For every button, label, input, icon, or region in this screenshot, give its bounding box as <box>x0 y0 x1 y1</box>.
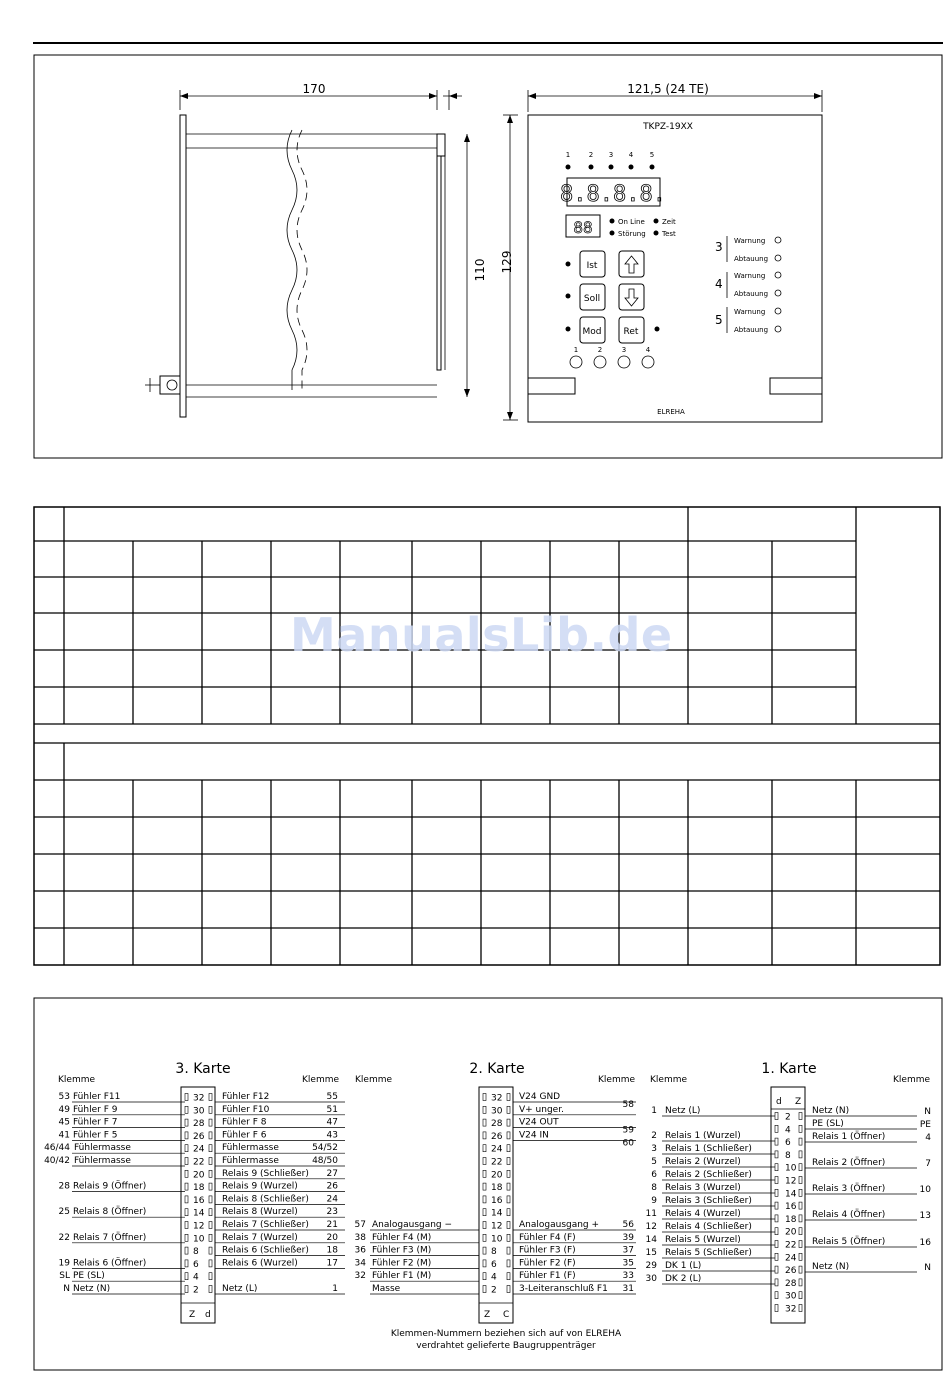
svg-text:8.8.8.8.: 8.8.8.8. <box>560 182 666 207</box>
wire-label: Relais 7 (Öffner) <box>73 1232 147 1243</box>
klemme-number: 53 <box>58 1092 70 1102</box>
ist-button-label: Ist <box>586 261 598 271</box>
card-3-title: 3. Karte <box>175 1061 231 1077</box>
klemme-number: 28 <box>58 1181 70 1192</box>
wire-label: Relais 2 (Öffner) <box>812 1158 886 1168</box>
wire-label: Relais 9 (Wurzel) <box>222 1181 298 1192</box>
pin-number: 10 <box>785 1163 797 1174</box>
wire-label: Relais 9 (Schließer) <box>222 1168 309 1179</box>
wire-label: Relais 5 (Öffner) <box>812 1237 886 1247</box>
card-2-title: 2. Karte <box>469 1061 525 1077</box>
wire-label: Relais 3 (Wurzel) <box>665 1183 741 1193</box>
wire-label: V24 IN <box>519 1130 549 1141</box>
wire-label: Masse <box>372 1284 401 1294</box>
wire-label: Relais 7 (Wurzel) <box>222 1232 298 1243</box>
wire-label: Relais 6 (Wurzel) <box>222 1258 298 1269</box>
klemme-number: 56 <box>622 1220 634 1230</box>
klemme-number: 1 <box>651 1106 657 1116</box>
klemme-number: PE <box>919 1120 931 1130</box>
klemme-number: 7 <box>925 1159 931 1169</box>
pin-number: 6 <box>785 1138 791 1149</box>
wire-label: Fühler F 8 <box>222 1117 267 1128</box>
wire-label: Netz (N) <box>812 1262 850 1272</box>
wire-label: Relais 8 (Schließer) <box>222 1194 309 1205</box>
klemme-number: 40/42 <box>44 1156 70 1166</box>
pin-number: 4 <box>193 1272 199 1283</box>
wire-label: Relais 5 (Schließer) <box>665 1248 752 1258</box>
wire-label: Fühlermasse <box>74 1143 131 1154</box>
klemme-number: 59 <box>622 1125 634 1136</box>
klemme-number: 46/44 <box>44 1143 70 1154</box>
pin-number: 30 <box>193 1106 205 1117</box>
klemme-number: 8 <box>651 1183 657 1193</box>
side-group-number: 3 <box>715 240 723 254</box>
pin-number: 12 <box>193 1221 205 1232</box>
klemme-number: 23 <box>326 1207 338 1218</box>
wiring-note-1: Klemmen-Nummern beziehen sich auf von ELREHA <box>390 1329 622 1339</box>
bottom-led-num-3: 3 <box>621 346 627 354</box>
led-num-4: 4 <box>628 151 634 159</box>
klemme-number: N <box>63 1284 70 1294</box>
wire-label: DK 1 (L) <box>665 1261 702 1271</box>
pin-number: 26 <box>785 1266 797 1277</box>
pin-number: 18 <box>785 1214 797 1225</box>
pin-number: 14 <box>785 1189 797 1200</box>
klemme-number: 37 <box>622 1245 634 1256</box>
klemme-number: 55 <box>326 1092 338 1102</box>
wire-label: V+ unger. <box>519 1104 564 1115</box>
klemme-number: 14 <box>645 1235 657 1245</box>
wire-label: Relais 1 (Öffner) <box>812 1132 886 1142</box>
klemme-number: 19 <box>58 1258 70 1269</box>
wire-label: Relais 7 (Schließer) <box>222 1220 309 1230</box>
klemme-number: 60 <box>622 1138 634 1149</box>
pin-number: 6 <box>491 1259 497 1270</box>
klemme-label: Klemme <box>598 1075 636 1085</box>
pin-number: 18 <box>193 1183 205 1194</box>
wire-label: Netz (N) <box>812 1106 850 1116</box>
led-num-5: 5 <box>649 151 655 159</box>
klemme-number: 39 <box>622 1232 634 1243</box>
klemme-number: 48/50 <box>312 1156 338 1166</box>
klemme-number: 16 <box>919 1238 931 1248</box>
wire-label: V24 OUT <box>519 1117 559 1128</box>
ret-button-label: Ret <box>623 327 639 337</box>
klemme-number: 26 <box>326 1181 338 1192</box>
wire-label: Fühler F 9 <box>73 1104 118 1115</box>
klemme-label: Klemme <box>302 1075 340 1085</box>
empty-table-grid <box>34 507 940 965</box>
wire-label: PE (SL) <box>812 1119 844 1129</box>
wire-label: Fühler F2 (F) <box>519 1258 576 1269</box>
pin-number: 12 <box>491 1221 503 1232</box>
klemme-label: Klemme <box>58 1075 96 1085</box>
klemme-number: 31 <box>622 1284 634 1294</box>
wire-label: Analogausgang − <box>372 1220 453 1230</box>
klemme-number: 58 <box>622 1100 634 1110</box>
pin-number: 20 <box>491 1170 503 1181</box>
wire-label: PE (SL) <box>73 1271 105 1282</box>
klemme-number: 2 <box>651 1131 657 1141</box>
pin-number: 16 <box>785 1202 797 1213</box>
wire-label: 3-Leiteranschluß F1 <box>519 1284 608 1294</box>
klemme-number: 35 <box>622 1258 634 1269</box>
klemme-number: 5 <box>651 1157 657 1167</box>
klemme-number: 57 <box>354 1220 366 1230</box>
pin-number: 24 <box>785 1253 797 1264</box>
card-2-footer-c: C <box>503 1310 510 1320</box>
klemme-number: 10 <box>919 1185 931 1195</box>
wire-label: Fühler F10 <box>222 1104 270 1115</box>
wire-label: Relais 1 (Schließer) <box>665 1144 752 1154</box>
watermark: ManualsLib.de <box>290 608 673 662</box>
pin-number: 22 <box>193 1157 205 1168</box>
pin-number: 28 <box>491 1119 503 1130</box>
pin-number: 8 <box>491 1247 497 1258</box>
pin-number: 32 <box>491 1093 503 1104</box>
klemme-number: 32 <box>354 1271 366 1282</box>
wire-label: Relais 8 (Wurzel) <box>222 1207 298 1218</box>
klemme-number: 17 <box>326 1258 338 1269</box>
klemme-number: 33 <box>622 1271 634 1282</box>
wire-label: Fühlermasse <box>222 1143 279 1154</box>
klemme-number: 21 <box>326 1220 338 1230</box>
pin-number: 14 <box>193 1208 205 1219</box>
wire-label: Relais 2 (Wurzel) <box>665 1157 741 1167</box>
wire-label: Relais 5 (Wurzel) <box>665 1235 741 1245</box>
wire-label: Fühler F 7 <box>73 1117 118 1128</box>
pin-number: 26 <box>491 1131 503 1142</box>
wire-label: Fühler F4 (F) <box>519 1232 576 1243</box>
pin-number: 16 <box>491 1195 503 1206</box>
pin-number: 10 <box>193 1234 205 1245</box>
side-group-line: Warnung <box>734 237 766 245</box>
wire-label: Fühlermasse <box>74 1156 131 1166</box>
klemme-number: 3 <box>651 1144 657 1154</box>
klemme-number: 9 <box>651 1196 657 1206</box>
pin-number: 30 <box>785 1291 797 1302</box>
status-online: On Line <box>618 218 645 226</box>
klemme-number: 54/52 <box>312 1143 338 1154</box>
pin-number: 2 <box>785 1112 791 1123</box>
pin-number: 6 <box>193 1259 199 1270</box>
side-group-number: 5 <box>715 313 723 327</box>
wire-label: Fühler F12 <box>222 1092 270 1102</box>
wire-label: Fühlermasse <box>222 1156 279 1166</box>
wire-label: Fühler F3 (M) <box>372 1245 432 1256</box>
wire-label: Relais 1 (Wurzel) <box>665 1131 741 1141</box>
wire-label: Netz (N) <box>73 1284 111 1294</box>
pin-number: 4 <box>491 1272 497 1283</box>
card-1-title: 1. Karte <box>761 1061 817 1077</box>
klemme-label: Klemme <box>650 1075 688 1085</box>
wire-label: Fühler F1 (F) <box>519 1271 576 1282</box>
pin-number: 22 <box>491 1157 503 1168</box>
klemme-number: 1 <box>332 1284 338 1294</box>
wire-label: Fühler F3 (F) <box>519 1245 576 1256</box>
card-2-footer-z: Z <box>484 1310 491 1320</box>
pin-number: 24 <box>491 1144 503 1155</box>
pin-number: 22 <box>785 1240 797 1251</box>
klemme-number: 18 <box>326 1245 338 1256</box>
side-group-line: Abtauung <box>734 255 769 263</box>
klemme-number: SL <box>59 1271 70 1282</box>
klemme-number: 47 <box>326 1117 338 1128</box>
wire-label: Fühler F1 (M) <box>372 1271 432 1282</box>
klemme-label: Klemme <box>893 1075 931 1085</box>
wire-label: Relais 4 (Schließer) <box>665 1222 752 1232</box>
pin-number: 2 <box>193 1285 199 1296</box>
pin-number: 28 <box>193 1119 205 1130</box>
wire-label: Relais 4 (Öffner) <box>812 1210 886 1220</box>
klemme-number: N <box>924 1263 931 1273</box>
status-zeit: Zeit <box>662 218 676 226</box>
klemme-number: 27 <box>326 1168 338 1179</box>
wire-label: V24 GND <box>519 1092 561 1102</box>
status-stoerung: Störung <box>618 230 646 238</box>
side-group-number: 4 <box>715 277 723 291</box>
card-1-header-z: Z <box>795 1097 802 1107</box>
klemme-number: 15 <box>645 1248 657 1258</box>
wire-label: Analogausgang + <box>519 1220 600 1230</box>
bottom-led-num-1: 1 <box>573 346 579 354</box>
svg-text:88: 88 <box>573 218 593 237</box>
klemme-number: 34 <box>354 1258 366 1269</box>
klemme-number: 45 <box>58 1117 70 1128</box>
pin-number: 8 <box>785 1150 791 1161</box>
led-num-1: 1 <box>565 151 571 159</box>
pin-number: 30 <box>491 1106 503 1117</box>
klemme-number: 6 <box>651 1170 657 1180</box>
klemme-number: 12 <box>645 1222 657 1232</box>
wire-label: Relais 3 (Schließer) <box>665 1196 752 1206</box>
pin-number: 28 <box>785 1278 797 1289</box>
wiring-note-2: verdrahtet gelieferte Baugruppenträger <box>416 1341 596 1351</box>
dim-front-width: 121,5 (24 TE) <box>627 82 709 96</box>
wire-label: Fühler F 6 <box>222 1130 267 1141</box>
klemme-number: 11 <box>645 1209 657 1219</box>
klemme-number: 22 <box>58 1232 70 1243</box>
pin-number: 4 <box>785 1125 791 1136</box>
model-label: TKPZ-19XX <box>643 122 693 132</box>
wire-label: Relais 9 (Öffner) <box>73 1181 147 1192</box>
pin-number: 16 <box>193 1195 205 1206</box>
pin-number: 24 <box>193 1144 205 1155</box>
wire-label: Fühler F11 <box>73 1092 121 1102</box>
pin-number: 26 <box>193 1131 205 1142</box>
klemme-number: 29 <box>645 1261 657 1271</box>
status-test: Test <box>662 230 676 238</box>
pin-number: 2 <box>491 1285 497 1296</box>
side-group-line: Abtauung <box>734 326 769 334</box>
pin-number: 14 <box>491 1208 503 1219</box>
klemme-number: 41 <box>58 1130 70 1141</box>
pin-number: 12 <box>785 1176 797 1187</box>
led-num-2: 2 <box>588 151 594 159</box>
wire-label: Fühler F 5 <box>73 1130 118 1141</box>
brand-label: ELREHA <box>657 408 685 416</box>
pin-number: 8 <box>193 1247 199 1258</box>
klemme-number: 20 <box>326 1232 338 1243</box>
klemme-number: 25 <box>58 1207 70 1218</box>
bottom-led-num-4: 4 <box>645 346 651 354</box>
card-3-footer-z: Z <box>189 1310 196 1320</box>
pin-number: 10 <box>491 1234 503 1245</box>
wire-label: Fühler F2 (M) <box>372 1258 432 1269</box>
dim-width-label: 170 <box>302 82 326 96</box>
wire-label: Relais 3 (Öffner) <box>812 1184 886 1194</box>
klemme-number: 4 <box>925 1133 931 1143</box>
wire-label: Fühler F4 (M) <box>372 1232 432 1243</box>
wire-label: Relais 6 (Schließer) <box>222 1245 309 1256</box>
klemme-number: 24 <box>326 1194 338 1205</box>
card-3-footer-d: d <box>205 1310 211 1320</box>
pin-number: 20 <box>785 1227 797 1238</box>
side-group-line: Warnung <box>734 308 766 316</box>
wire-label: Netz (L) <box>665 1106 701 1116</box>
wire-label: Relais 8 (Öffner) <box>73 1207 147 1218</box>
pin-number: 32 <box>193 1093 205 1104</box>
pin-number: 20 <box>193 1170 205 1181</box>
side-group-line: Warnung <box>734 272 766 280</box>
klemme-label: Klemme <box>355 1075 393 1085</box>
wire-label: Relais 6 (Öffner) <box>73 1258 147 1269</box>
soll-button-label: Soll <box>583 294 601 304</box>
klemme-number: N <box>924 1107 931 1117</box>
pin-number: 18 <box>491 1183 503 1194</box>
bottom-led-num-2: 2 <box>597 346 603 354</box>
klemme-number: 30 <box>645 1274 657 1284</box>
wire-label: Relais 4 (Wurzel) <box>665 1209 741 1219</box>
wire-label: Netz (L) <box>222 1284 258 1294</box>
wire-label: DK 2 (L) <box>665 1274 702 1284</box>
mod-button-label: Mod <box>582 327 602 337</box>
card-1-header-d: d <box>776 1097 782 1107</box>
pin-number: 32 <box>785 1304 797 1315</box>
klemme-number: 13 <box>919 1211 931 1221</box>
front-panel <box>528 82 822 422</box>
klemme-number: 49 <box>58 1104 70 1115</box>
led-num-3: 3 <box>608 151 614 159</box>
klemme-number: 38 <box>354 1232 366 1243</box>
dim-height-outer: 129 <box>500 250 514 274</box>
dim-height-inner: 110 <box>473 258 487 282</box>
side-group-line: Abtauung <box>734 290 769 298</box>
klemme-number: 36 <box>354 1245 366 1256</box>
wire-label: Relais 2 (Schließer) <box>665 1170 752 1180</box>
klemme-number: 51 <box>326 1104 338 1115</box>
klemme-number: 43 <box>326 1130 338 1141</box>
